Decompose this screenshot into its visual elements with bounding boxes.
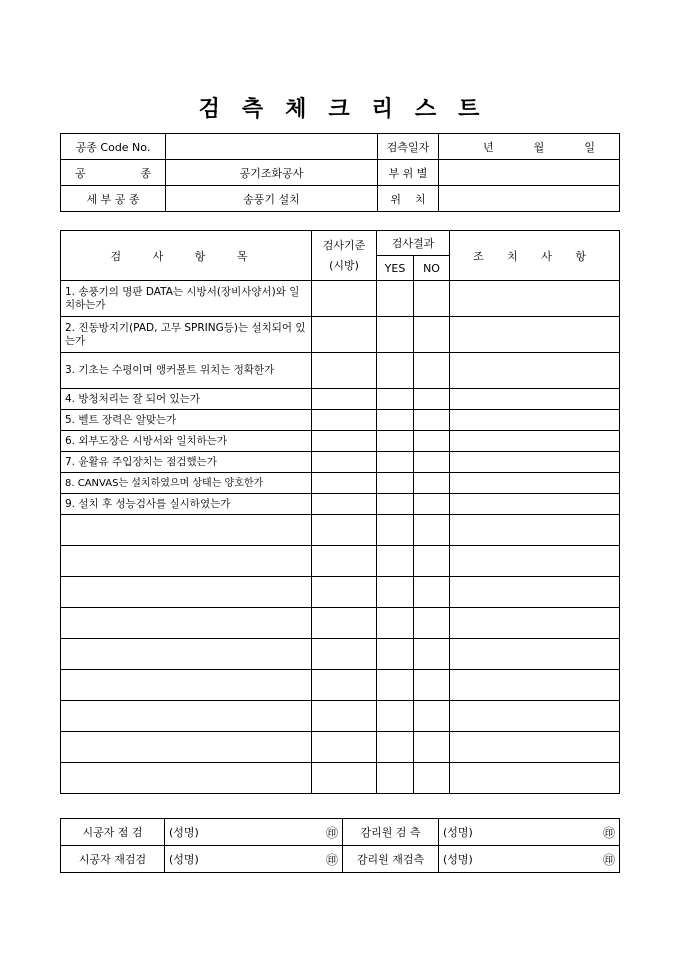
yes-cell[interactable]: [377, 763, 414, 794]
no-cell[interactable]: [414, 763, 450, 794]
standard-cell[interactable]: [312, 546, 377, 577]
yes-cell[interactable]: [377, 732, 414, 763]
supervisor-inspect-sign[interactable]: [439, 819, 620, 846]
name-placeholder: (성명): [169, 852, 199, 866]
action-cell[interactable]: [450, 452, 620, 473]
inspect-date-label: 검측일자: [378, 134, 439, 160]
standard-cell[interactable]: [312, 608, 377, 639]
standard-cell[interactable]: [312, 515, 377, 546]
date-day: 일: [584, 140, 595, 154]
yes-cell[interactable]: [377, 577, 414, 608]
part-label: 부 위 별: [378, 160, 439, 186]
action-cell[interactable]: [450, 389, 620, 410]
standard-cell[interactable]: [312, 353, 377, 389]
table-row: [61, 410, 620, 431]
standard-cell[interactable]: [312, 494, 377, 515]
item-cell[interactable]: [61, 639, 312, 670]
yes-cell[interactable]: [377, 410, 414, 431]
date-year: 년: [483, 140, 494, 154]
standard-cell[interactable]: [312, 389, 377, 410]
yes-cell[interactable]: [377, 494, 414, 515]
title-char: 리: [371, 96, 395, 122]
action-cell[interactable]: [450, 608, 620, 639]
action-cell[interactable]: [450, 639, 620, 670]
contractor-reinspect-sign[interactable]: [165, 846, 343, 873]
no-cell[interactable]: [414, 281, 450, 317]
yes-cell[interactable]: [377, 431, 414, 452]
empty-row: [61, 577, 620, 608]
check-item: 9. 설치 후 성능검사를 실시하였는가: [61, 494, 312, 515]
yes-cell[interactable]: [377, 515, 414, 546]
yes-cell[interactable]: [377, 473, 414, 494]
title-char: 검: [198, 96, 222, 122]
checklist-table: [60, 230, 620, 794]
no-cell[interactable]: [414, 473, 450, 494]
action-cell[interactable]: [450, 353, 620, 389]
action-cell[interactable]: [450, 732, 620, 763]
name-placeholder: (성명): [443, 852, 473, 866]
column-header-result: 검사결과: [377, 231, 450, 256]
empty-row: [61, 608, 620, 639]
seal-icon: ㊞: [602, 852, 615, 867]
no-cell[interactable]: [414, 670, 450, 701]
standard-cell[interactable]: [312, 732, 377, 763]
detail-label: 세 부 공 종: [61, 186, 166, 212]
standard-cell[interactable]: [312, 452, 377, 473]
contractor-reinspect-label: 시공자 재검검: [61, 846, 165, 873]
no-cell[interactable]: [414, 410, 450, 431]
work-type-code-label: 공종 Code No.: [61, 134, 166, 160]
action-cell[interactable]: [450, 317, 620, 353]
yes-cell[interactable]: [377, 353, 414, 389]
no-cell[interactable]: [414, 353, 450, 389]
empty-row: [61, 546, 620, 577]
check-item: 7. 윤활유 주입장치는 점검했는가: [61, 452, 312, 473]
check-item: 6. 외부도장은 시방서와 일치하는가: [61, 431, 312, 452]
seal-icon: ㊞: [325, 852, 338, 867]
info-table: [60, 133, 620, 212]
location-label: 위 치: [378, 186, 439, 212]
standard-cell[interactable]: [312, 473, 377, 494]
empty-row: [61, 639, 620, 670]
no-cell[interactable]: [414, 701, 450, 732]
supervisor-inspect-label: 감리원 검 측: [343, 819, 439, 846]
table-row: [61, 317, 620, 353]
action-cell[interactable]: [450, 546, 620, 577]
action-cell[interactable]: [450, 473, 620, 494]
yes-cell[interactable]: [377, 452, 414, 473]
action-cell[interactable]: [450, 431, 620, 452]
item-cell[interactable]: [61, 515, 312, 546]
inspect-date-value[interactable]: [439, 134, 620, 160]
no-cell[interactable]: [414, 639, 450, 670]
action-cell[interactable]: [450, 701, 620, 732]
item-cell[interactable]: [61, 670, 312, 701]
action-cell[interactable]: [450, 281, 620, 317]
action-cell[interactable]: [450, 515, 620, 546]
standard-cell[interactable]: [312, 670, 377, 701]
signature-table: [60, 818, 620, 873]
empty-row: [61, 670, 620, 701]
yes-cell[interactable]: [377, 701, 414, 732]
standard-cell[interactable]: [312, 763, 377, 794]
item-cell[interactable]: [61, 732, 312, 763]
yes-cell[interactable]: [377, 389, 414, 410]
check-item: 3. 기초는 수평이며 앵커볼트 위치는 정확한가: [61, 353, 312, 389]
contractor-inspect-label: 시공자 점 검: [61, 819, 165, 846]
action-cell[interactable]: [450, 577, 620, 608]
page-title: [0, 92, 680, 123]
work-type-code-value[interactable]: [166, 134, 378, 160]
table-row: [61, 281, 620, 317]
empty-row: [61, 701, 620, 732]
standard-cell[interactable]: [312, 317, 377, 353]
title-char: 측: [241, 96, 266, 122]
standard-cell[interactable]: [312, 281, 377, 317]
title-char: 트: [458, 96, 482, 122]
no-cell[interactable]: [414, 732, 450, 763]
check-item: 5. 벨트 장력은 알맞는가: [61, 410, 312, 431]
item-cell[interactable]: [61, 608, 312, 639]
name-placeholder: (성명): [443, 825, 473, 839]
table-row: [61, 431, 620, 452]
table-row: [61, 494, 620, 515]
empty-row: [61, 732, 620, 763]
item-cell[interactable]: [61, 546, 312, 577]
check-item: 4. 방청처리는 잘 되어 있는가: [61, 389, 312, 410]
no-cell[interactable]: [414, 494, 450, 515]
action-cell[interactable]: [450, 410, 620, 431]
standard-cell[interactable]: [312, 701, 377, 732]
column-header-item: 검 사 항 목: [61, 231, 312, 281]
item-cell[interactable]: [61, 763, 312, 794]
yes-cell[interactable]: [377, 281, 414, 317]
part-value[interactable]: [439, 160, 620, 186]
empty-row: [61, 515, 620, 546]
no-cell[interactable]: [414, 317, 450, 353]
supervisor-reinspect-sign[interactable]: [439, 846, 620, 873]
no-cell[interactable]: [414, 546, 450, 577]
column-header-standard: 검사기준 (시방): [312, 231, 377, 281]
column-header-action: 조 치 사 항: [450, 231, 620, 281]
work-type-value[interactable]: 공기조화공사: [166, 160, 378, 186]
standard-cell[interactable]: [312, 431, 377, 452]
check-item: 8. CANVAS는 설치하였으며 상태는 양호한가: [61, 473, 312, 494]
table-row: [61, 353, 620, 389]
standard-cell[interactable]: [312, 577, 377, 608]
no-cell[interactable]: [414, 431, 450, 452]
action-cell[interactable]: [450, 763, 620, 794]
yes-cell[interactable]: [377, 608, 414, 639]
yes-cell[interactable]: [377, 546, 414, 577]
title-char: 크: [328, 96, 352, 122]
no-cell[interactable]: [414, 515, 450, 546]
seal-icon: ㊞: [602, 825, 615, 840]
item-cell[interactable]: [61, 577, 312, 608]
date-month: 월: [533, 140, 545, 154]
table-row: [61, 452, 620, 473]
name-placeholder: (성명): [169, 825, 199, 839]
table-row: [61, 473, 620, 494]
table-row: [61, 389, 620, 410]
no-cell[interactable]: [414, 577, 450, 608]
yes-cell[interactable]: [377, 317, 414, 353]
work-type-label: 공 종: [61, 160, 166, 186]
seal-icon: ㊞: [325, 825, 338, 840]
empty-row: [61, 763, 620, 794]
no-cell[interactable]: [414, 452, 450, 473]
yes-cell[interactable]: [377, 639, 414, 670]
check-item: 1. 송풍기의 명판 DATA는 시방서(장비사양서)와 일치하는가: [61, 281, 312, 317]
no-cell[interactable]: [414, 389, 450, 410]
title-char: 스: [414, 96, 439, 122]
standard-cell[interactable]: [312, 639, 377, 670]
yes-cell[interactable]: [377, 670, 414, 701]
detail-value[interactable]: 송풍기 설치: [166, 186, 378, 212]
check-item: 2. 진동방지기(PAD, 고무 SPRING등)는 설치되어 있는가: [61, 317, 312, 353]
title-char: 체: [285, 96, 309, 122]
location-value[interactable]: [439, 186, 620, 212]
action-cell[interactable]: [450, 494, 620, 515]
column-header-no: NO: [414, 256, 450, 281]
no-cell[interactable]: [414, 608, 450, 639]
standard-cell[interactable]: [312, 410, 377, 431]
supervisor-reinspect-label: 감리원 재검측: [343, 846, 439, 873]
contractor-inspect-sign[interactable]: [165, 819, 343, 846]
column-header-yes: YES: [377, 256, 414, 281]
action-cell[interactable]: [450, 670, 620, 701]
item-cell[interactable]: [61, 701, 312, 732]
